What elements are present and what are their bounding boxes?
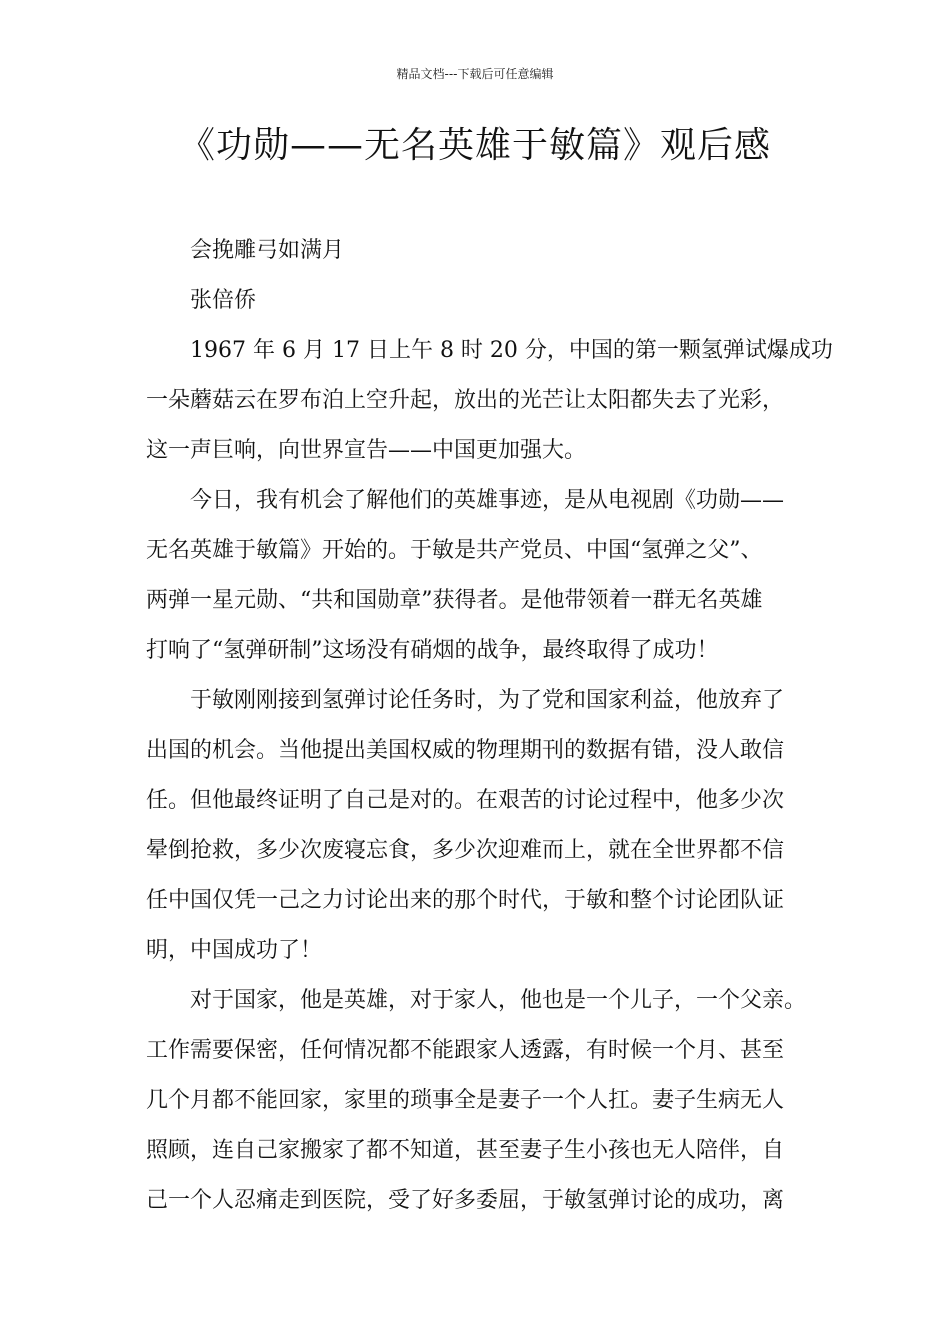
paragraph-3-line-1: 于敏刚刚接到氢弹讨论任务时，为了党和国家利益，他放弃了 [190,688,785,713]
document-title: 《功勋——无名英雄于敏篇》观后感 [178,125,771,166]
paragraph-4-line-5: 己一个人忍痛走到医院，受了好多委屈，于敏氢弹讨论的成功，离 [146,1188,785,1213]
paragraph-1-line-3: 这一声巨响，向世界宣告——中国更加强大。 [146,438,587,463]
paragraph-3-line-2: 出国的机会。当他提出美国权威的物理期刊的数据有错，没人敢信 [146,738,785,763]
paragraph-4-line-2: 工作需要保密，任何情况都不能跟家人透露，有时候一个月、甚至 [146,1038,785,1063]
paragraph-3-line-6: 明，中国成功了！ [146,938,323,963]
paragraph-4-line-3: 几个月都不能回家，家里的琐事全是妻子一个人扛。妻子生病无人 [146,1088,785,1113]
paragraph-2-line-3: 两弹一星元勋、“共和国勋章”获得者。是他带领着一群无名英雄 [146,588,763,613]
subtitle-line: 会挽雕弓如满月 [190,238,345,263]
paragraph-3-line-4: 晕倒抢救，多少次废寝忘食，多少次迎难而上，就在全世界都不信 [146,838,785,863]
paragraph-1-line-2: 一朵蘑菇云在罗布泊上空升起，放出的光芒让太阳都失去了光彩， [146,388,785,413]
header-note: 精品文档---下载后可任意编辑 [396,67,554,81]
paragraph-1-line-1: 1967 年 6 月 17 日上午 8 时 20 分，中国的第一颗氢弹试爆成功 [190,338,833,363]
paragraph-2-line-2: 无名英雄于敏篇》开始的。于敏是共产党员、中国“氢弹之父”、 [146,538,763,563]
author-line: 张倍侨 [190,288,257,313]
paragraph-3-line-3: 任。但他最终证明了自己是对的。在艰苦的讨论过程中，他多少次 [146,788,785,813]
paragraph-3-line-5: 任中国仅凭一己之力讨论出来的那个时代，于敏和整个讨论团队证 [146,888,785,913]
paragraph-4-line-1: 对于国家，他是英雄，对于家人，他也是一个儿子，一个父亲。 [190,988,807,1013]
paragraph-4-line-4: 照顾，连自己家搬家了都不知道，甚至妻子生小孩也无人陪伴，自 [146,1138,785,1163]
paragraph-2-line-1: 今日，我有机会了解他们的英雄事迹，是从电视剧《功勋—— [190,488,785,513]
paragraph-2-line-4: 打响了“氢弹研制”这场没有硝烟的战争，最终取得了成功！ [146,638,719,663]
